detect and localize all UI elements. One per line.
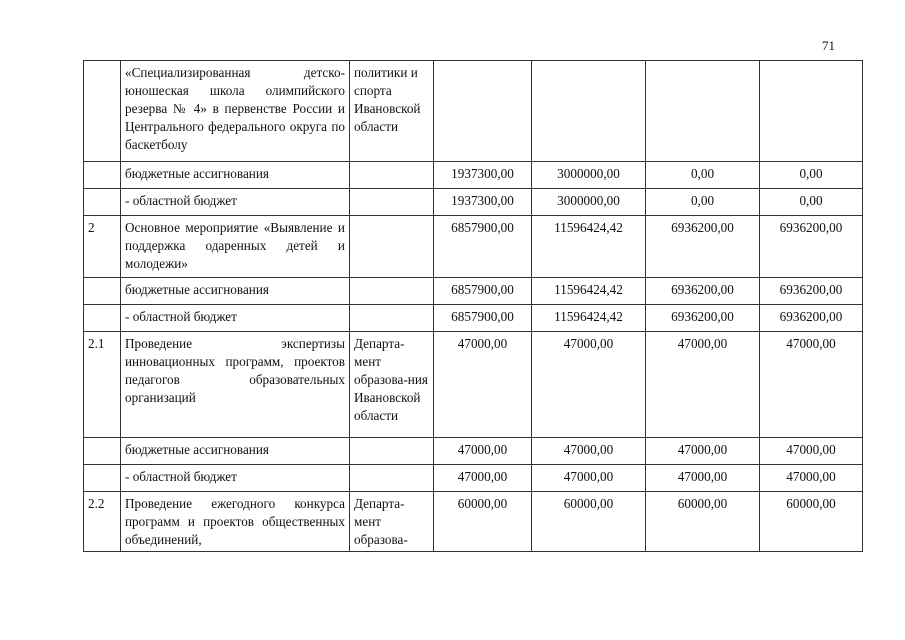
table-row (84, 278, 863, 305)
table-row (84, 305, 863, 332)
row-number (84, 162, 121, 189)
row-value: 60000,00 (434, 492, 532, 552)
row-number (84, 465, 121, 492)
row-value: 6857900,00 (434, 305, 532, 332)
budget-table (83, 60, 863, 552)
row-value: 6936200,00 (760, 216, 863, 278)
row-description: бюджетные ассигнования (121, 438, 350, 465)
row-value: 47000,00 (760, 438, 863, 465)
row-value: 6936200,00 (646, 216, 760, 278)
row-value: 6936200,00 (646, 305, 760, 332)
row-value: 60000,00 (532, 492, 646, 552)
row-description: - областной бюджет (121, 189, 350, 216)
table-row (84, 332, 863, 438)
row-value (646, 61, 760, 162)
row-value (760, 61, 863, 162)
row-value: 47000,00 (532, 438, 646, 465)
row-number: 2.2 (84, 492, 121, 552)
row-number: 2.1 (84, 332, 121, 438)
row-value: 1937300,00 (434, 162, 532, 189)
row-value: 3000000,00 (532, 189, 646, 216)
row-value (434, 61, 532, 162)
row-executor (350, 465, 434, 492)
table-row (84, 216, 863, 278)
row-value: 47000,00 (532, 465, 646, 492)
table-row (84, 492, 863, 552)
row-executor (350, 216, 434, 278)
row-value: 47000,00 (532, 332, 646, 438)
row-number (84, 305, 121, 332)
row-value: 47000,00 (760, 465, 863, 492)
row-value: 6936200,00 (646, 278, 760, 305)
row-number: 2 (84, 216, 121, 278)
row-number (84, 278, 121, 305)
row-value: 6936200,00 (760, 305, 863, 332)
row-executor (350, 162, 434, 189)
row-number (84, 61, 121, 162)
table-row (84, 465, 863, 492)
row-value: 6857900,00 (434, 278, 532, 305)
row-value: 60000,00 (760, 492, 863, 552)
row-value: 3000000,00 (532, 162, 646, 189)
row-number (84, 438, 121, 465)
page-number: 71 (822, 38, 835, 53)
table-row (84, 162, 863, 189)
row-number (84, 189, 121, 216)
row-executor: Департа-мент образова-ния Ивановской области (350, 332, 434, 438)
row-value: 6857900,00 (434, 216, 532, 278)
row-value: 0,00 (760, 162, 863, 189)
row-description: «Специализированная детско-юношеская школа олимпийского резерва № 4» в первенстве России и Центрального федерального округа по баскетболу (121, 61, 350, 162)
row-description: Проведение ежегодного конкурса программ и проектов общественных объединений, (121, 492, 350, 552)
row-value: 47000,00 (760, 332, 863, 438)
row-executor (350, 438, 434, 465)
row-value: 60000,00 (646, 492, 760, 552)
row-value: 0,00 (646, 189, 760, 216)
row-value: 47000,00 (646, 332, 760, 438)
row-value: 47000,00 (434, 332, 532, 438)
row-value: 11596424,42 (532, 305, 646, 332)
row-value: 0,00 (646, 162, 760, 189)
row-description: бюджетные ассигнования (121, 162, 350, 189)
row-value: 47000,00 (434, 465, 532, 492)
row-value: 47000,00 (646, 465, 760, 492)
row-executor (350, 189, 434, 216)
row-executor: Департа-мент образова- (350, 492, 434, 552)
row-value: 47000,00 (646, 438, 760, 465)
row-description: Основное мероприятие «Выявление и поддержка одаренных детей и молодежи» (121, 216, 350, 278)
row-value: 6936200,00 (760, 278, 863, 305)
row-value: 11596424,42 (532, 216, 646, 278)
table-row (84, 189, 863, 216)
row-description: - областной бюджет (121, 465, 350, 492)
row-executor (350, 278, 434, 305)
row-executor (350, 305, 434, 332)
table-row (84, 438, 863, 465)
table-row (84, 61, 863, 162)
row-value: 11596424,42 (532, 278, 646, 305)
row-executor: политики и спорта Ивановской области (350, 61, 434, 162)
row-value: 47000,00 (434, 438, 532, 465)
row-description: Проведение экспертизы инновационных программ, проектов педагогов образовательных организаций (121, 332, 350, 438)
row-value (532, 61, 646, 162)
row-value: 0,00 (760, 189, 863, 216)
row-description: бюджетные ассигнования (121, 278, 350, 305)
row-value: 1937300,00 (434, 189, 532, 216)
row-description: - областной бюджет (121, 305, 350, 332)
